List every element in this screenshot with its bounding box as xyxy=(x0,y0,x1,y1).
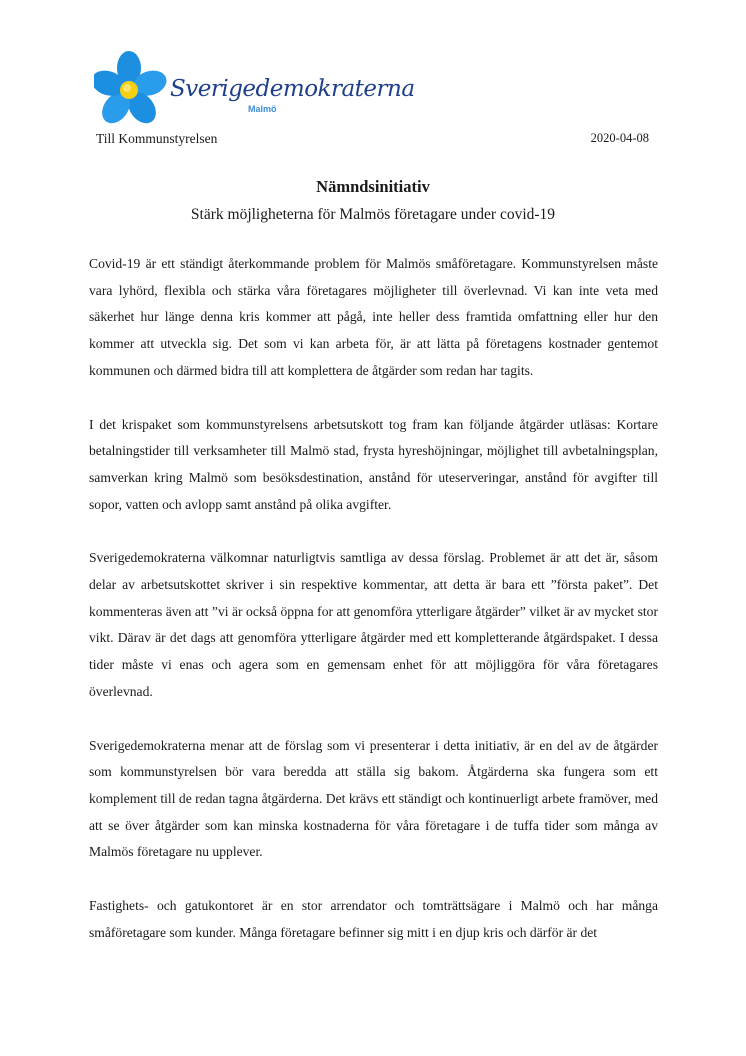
flower-icon xyxy=(94,50,178,126)
logo-wordmark: Sverigedemokraterna xyxy=(170,76,415,102)
page-subtitle: Stärk möjligheterna för Malmös företagare under covid-19 xyxy=(190,206,556,223)
logo-city: Malmö xyxy=(248,104,277,114)
recipient: Till Kommunstyrelsen xyxy=(96,131,218,146)
paragraph: Sverigedemokraterna menar att de förslag som vi presenterar i detta initiativ, är en del av de åtgärder som kommunstyrelsen bör vara beredda att ställa sig bakom. Åtgärderna ska fungera som ett komplement till de redan tagna åtgärderna. Det krävs ett ständigt och kontinuerligt arbete framöver, med att se över åtgärder som kan minska kostnaderna för våra företagare i de tuffa tider som många av Malmös företagare nu upplever. xyxy=(89,737,658,860)
paragraph: Fastighets- och gatukontoret är en stor arrendator och tomträttsägare i Malmö och har många småföretagare som kunder. Många företagare befinner sig mitt i en djup kris och därför är det xyxy=(89,898,658,940)
document-date: 2020-04-08 xyxy=(590,131,649,145)
paragraph: Sverigedemokraterna välkomnar naturligtvis samtliga av dessa förslag. Problemet är att det är, såsom delar av arbetsutskottet skriver i sin respektive kommentar, att detta är bara ett ”första paket”. Det kommenteras även att ”vi är också öppna for att genomföra ytterligare åtgärder” vilket är av mycket stor vikt. Därav är det dags att genomföra ytterligare åtgärder med ett kompletterande åtgärdspaket. I dessa tider måste vi enas och agera som en gemensam enhet för att möjliggöra för våra företagares överlevnad. xyxy=(89,550,658,699)
page-title: Nämndsinitiativ xyxy=(316,177,430,196)
paragraph: Covid-19 är ett ständigt återkommande problem för Malmös småföretagare. Kommunstyrelsen måste vara lyhörd, flexibla och stärka våra företagares möjligheter till överlevnad. Vi kan inte veta med säkerhet hur länge denna kris kommer att pågå, inte heller dess framtida omfattning eller hur den kommer att utveckla sig. Det som vi kan arbeta för, är att lätta på företagens kostnader gentemot kommunen och därmed bidra till att komplettera de åtgärder som redan har tagits. xyxy=(89,256,658,378)
paragraph: I det krispaket som kommunstyrelsens arbetsutskott tog fram kan följande åtgärder utläsas: Kortare betalningstider till verksamheter till Malmö stad, frysta hyreshöjningar, möjlighet till avbetalningsplan, samverkan kring Malmö som besöksdestination, anstånd för uteserveringar, anstånd för avgifter till sopor, vatten och avlopp samt anstånd på olika avgifter. xyxy=(89,416,658,512)
document-body xyxy=(89,251,658,973)
